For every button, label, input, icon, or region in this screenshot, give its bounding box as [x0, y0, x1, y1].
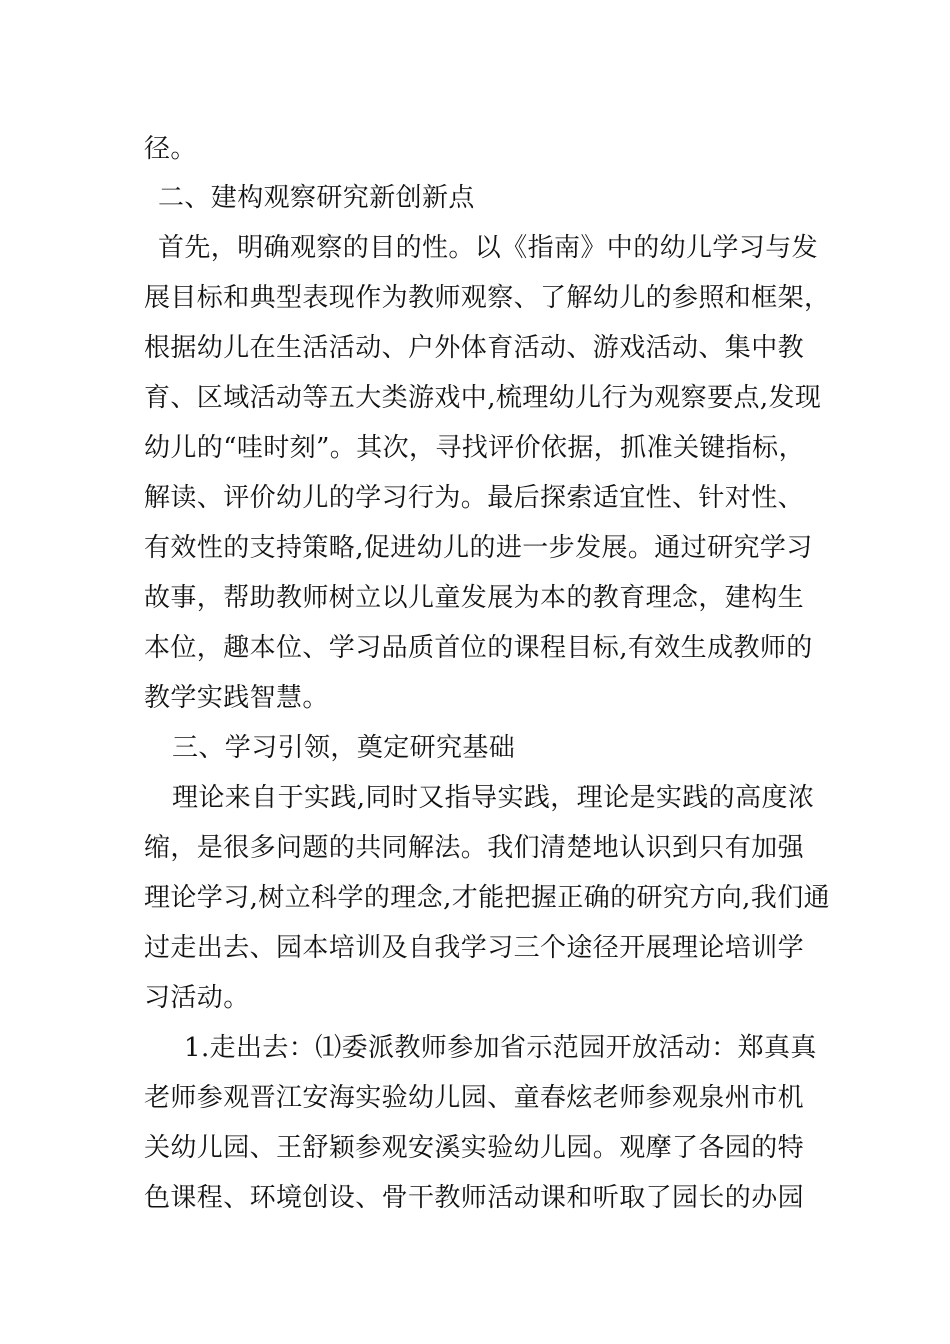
- paragraph-line-3: 根据幼儿在生活活动、户外体育活动、游戏活动、集中教: [144, 333, 805, 363]
- paragraph-line-8: 故事，帮助教师树立以儿童发展为本的教育理念，建构生: [144, 583, 805, 613]
- list-item-line-2: 老师参观晋江安海实验幼儿园、童春炫老师参观泉州市机: [144, 1083, 805, 1113]
- paragraph-line-9: 本位，趣本位、学习品质首位的课程目标,有效生成教师的: [144, 633, 813, 663]
- section-heading-3: 三、学习引领，奠定研究基础: [172, 733, 516, 763]
- paragraph-line-10: 教学实践智慧。: [144, 683, 329, 713]
- paragraph-line-15: 习活动。: [144, 983, 250, 1013]
- paragraph-line-6: 解读、评价幼儿的学习行为。最后探索适宜性、针对性、: [144, 483, 805, 513]
- list-item-line-1: 1.走出去：⑴委派教师参加省示范园开放活动：郑真真: [184, 1033, 817, 1063]
- paragraph-line-11: 理论来自于实践,同时又指导实践，理论是实践的高度浓: [172, 783, 815, 813]
- paragraph-line-7: 有效性的支持策略,促进幼儿的进一步发展。通过研究学习: [144, 533, 813, 563]
- paragraph-line-2: 展目标和典型表现作为教师观察、了解幼儿的参照和框架，: [144, 283, 831, 313]
- text-line-1: 径。: [144, 134, 197, 164]
- paragraph-line-4: 育、区域活动等五大类游戏中,梳理幼儿行为观察要点,发现: [144, 383, 822, 413]
- paragraph-line-1: 首先，明确观察的目的性。以《指南》中的幼儿学习与发: [158, 233, 819, 263]
- paragraph-line-14: 过走出去、园本培训及自我学习三个途径开展理论培训学: [144, 933, 805, 963]
- paragraph-line-13: 理论学习,树立科学的理念,才能把握正确的研究方向,我们通: [144, 883, 830, 913]
- section-heading-2: 二、建构观察研究新创新点: [158, 183, 475, 213]
- list-item-line-4: 色课程、环境创设、骨干教师活动课和听取了园长的办园: [144, 1183, 805, 1213]
- paragraph-line-5: 幼儿的“哇时刻”。其次，寻找评价依据，抓准关键指标，: [144, 433, 805, 463]
- paragraph-line-12: 缩，是很多问题的共同解法。我们清楚地认识到只有加强: [144, 833, 805, 863]
- list-item-line-3: 关幼儿园、王舒颖参观安溪实验幼儿园。观摩了各园的特: [144, 1133, 805, 1163]
